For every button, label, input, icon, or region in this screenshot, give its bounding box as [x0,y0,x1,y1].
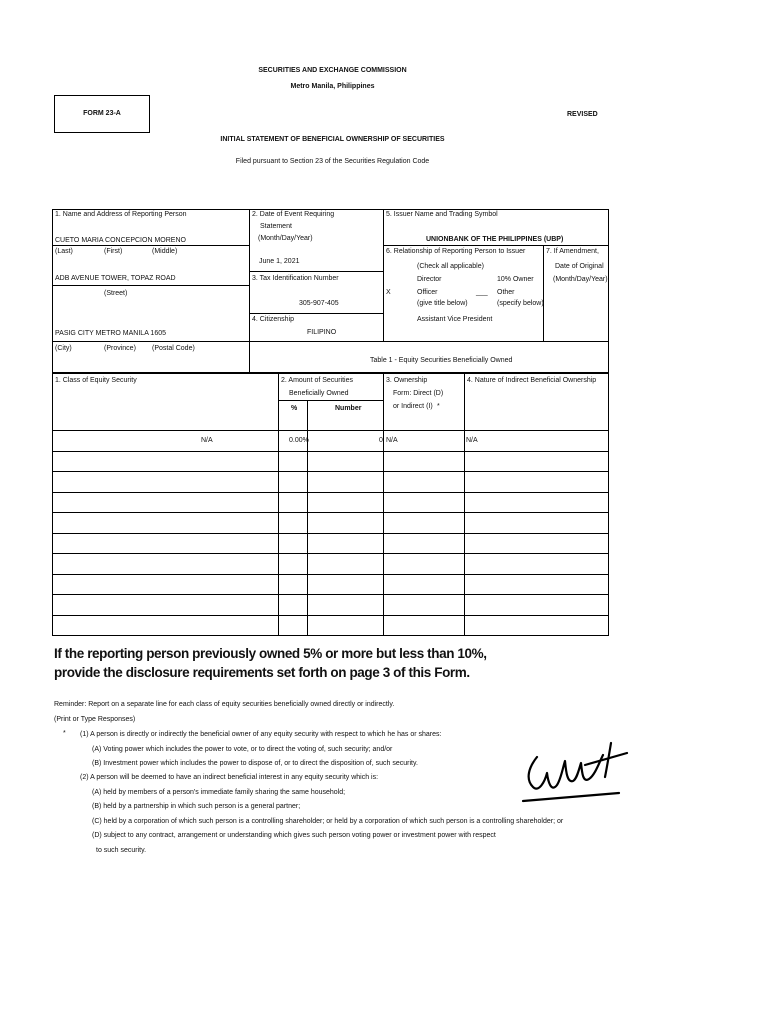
ten-percent-owner-label: 10% Owner [497,276,534,283]
citizenship-value: FILIPINO [307,329,337,336]
officer-note: (give title below) [417,300,468,307]
street-underline [52,285,249,286]
form-number-box [54,95,150,133]
table1-col-divider [278,373,279,636]
section2-label: 2. Date of Event Requiring [252,211,335,218]
reporting-person-name: CUETO MARIA CONCEPCION MORENO [55,237,186,244]
table1-title: Table 1 - Equity Securities Beneficially Owned [370,357,513,364]
footnote-star: * [63,730,66,737]
col-number-header: Number [335,405,362,412]
footnote-2d-cont: to such security. [96,847,147,854]
print-type-note: (Print or Type Responses) [54,716,136,723]
col-ownership-header-2: Form: Direct (D) [393,390,444,397]
table1-subheader-line [278,400,383,401]
issuer-name: UNIONBANK OF THE PHILIPPINES (UBP) [426,236,564,243]
table-row-nature: N/A [466,437,478,444]
table-row-line [52,553,609,554]
table-row-line [52,574,609,575]
footnote-1b: (B) Investment power which includes the power to dispose of, or to direct the disposition of, such security. [92,760,418,767]
middle-name-label: (Middle) [152,248,178,255]
other-blank: ___ [476,289,488,296]
city-value: PASIG CITY METRO MANILA 1605 [55,330,166,337]
col-nature-header: 4. Nature of Indirect Beneficial Ownership [467,377,597,384]
officer-title: Assistant Vice President [417,316,493,323]
section5-label: 5. Issuer Name and Trading Symbol [386,211,498,218]
col-ownership-header-3: or Indirect (I) [393,403,433,410]
footnote-2d: (D) subject to any contract, arrangement or understanding which gives such person voting power or investment power with respect [92,832,496,839]
event-date-value: June 1, 2021 [259,258,300,265]
table-row-line [52,615,609,616]
section7-label-2: Date of Original [555,263,604,270]
section4-label: 4. Citizenship [252,316,295,323]
table-row-line [52,492,609,493]
table-row-form: N/A [386,437,398,444]
city-underline [52,341,249,342]
table-row-line [52,594,609,595]
signature-image [515,737,635,807]
footnote-2b: (B) held by a partnership in which such person is a general partner; [92,803,301,810]
street-label: (Street) [104,290,128,297]
footnote-2: (2) A person will be deemed to have an indirect beneficial interest in any equity security which is: [80,774,379,781]
divider [383,245,609,246]
filed-pursuant: Filed pursuant to Section 23 of the Securities Regulation Code [235,158,430,165]
table1-col-divider [464,373,465,636]
revised-label: REVISED [567,111,598,118]
col-ownership-header: 3. Ownership [386,377,428,384]
disclosure-line-2: provide the disclosure requirements set forth on page 3 of this Form. [54,665,470,680]
last-name-label: (Last) [55,248,73,255]
section7-label: 7. If Amendment, [546,248,599,255]
name-underline [52,245,249,246]
footnote-2c: (C) held by a corporation of which such person is a controlling shareholder; or held by a corporation of which such person is a controlling shareholder; or [92,818,564,825]
province-label: (Province) [104,345,136,352]
disclosure-line-1: If the reporting person previously owned 5% or more but less than 10%, [54,646,487,661]
street-value: ADB AVENUE TOWER, TOPAZ ROAD [55,275,176,282]
divider [543,245,544,341]
section7-label-3: (Month/Day/Year) [553,276,608,283]
table-row-class: N/A [201,437,213,444]
divider [249,313,383,314]
officer-label: Officer [417,289,438,296]
footnote-1: (1) A person is directly or indirectly the beneficial owner of any equity security with respect to which he has or shares: [80,731,442,738]
commission-location: Metro Manila, Philippines [290,83,375,90]
tin-value: 305-907-405 [299,300,339,307]
other-note: (specify below) [497,300,544,307]
divider [249,209,250,373]
commission-name: SECURITIES AND EXCHANGE COMMISSION [258,67,407,74]
col-class-header: 1. Class of Equity Security [55,377,137,384]
other-label: Other [497,289,515,296]
table-row-line [52,451,609,452]
table-row-line [52,512,609,513]
section2-label-3: (Month/Day/Year) [258,235,313,242]
table1-col-divider [383,373,384,636]
officer-checkmark: X [386,289,391,296]
footnote-star: * [437,403,440,410]
section1-label: 1. Name and Address of Reporting Person [55,211,187,218]
section6-label: 6. Relationship of Reporting Person to Issuer [386,248,526,255]
table1 [52,373,609,636]
footnote-1a: (A) Voting power which includes the power to vote, or to direct the voting of, such security; and/or [92,746,393,753]
table-row-line [52,533,609,534]
table-row-line [52,471,609,472]
postal-code-label: (Postal Code) [152,345,195,352]
divider [249,341,609,342]
col-amount-header: 2. Amount of Securities [281,377,353,384]
director-label: Director [417,276,442,283]
section3-label: 3. Tax Identification Number [252,275,339,282]
check-all-label: (Check all applicable) [417,263,484,270]
table1-col-divider [307,400,308,636]
table-row-number: 0 [379,437,383,444]
table1-header-line [52,430,609,431]
table-row-percent: 0.00% [289,437,309,444]
col-amount-header-2: Beneficially Owned [289,390,349,397]
first-name-label: (First) [104,248,123,255]
divider [249,271,383,272]
col-percent-header: % [291,405,298,412]
section2-label-2: Statement [260,223,292,230]
footnote-2a: (A) held by members of a person's immediate family sharing the same household; [92,789,346,796]
city-label: (City) [55,345,72,352]
divider [383,209,384,341]
form-title: INITIAL STATEMENT OF BENEFICIAL OWNERSHIP OF SECURITIES [220,136,445,143]
reminder-text: Reminder: Report on a separate line for each class of equity securities beneficially owned directly or indirectly. [54,701,395,708]
form-number: FORM 23-A [83,110,121,117]
